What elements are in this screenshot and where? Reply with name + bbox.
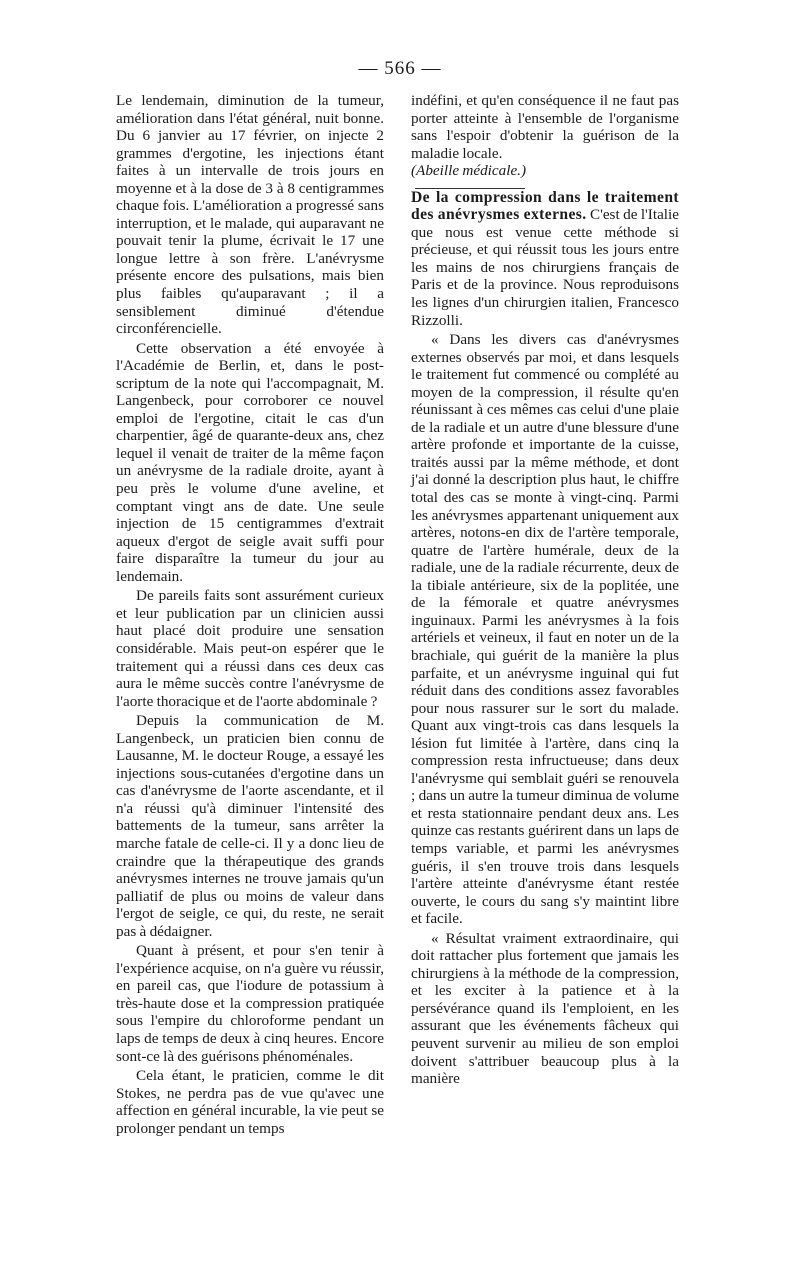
left-column	[116, 92, 384, 1137]
paragraph-continuation	[411, 92, 679, 180]
paragraph: Cela étant, le praticien, comme le dit Stokes, ne perdra pas de vue qu'avec une affection en général incurable, la vie peut se prolonger pendant un temps	[116, 1067, 384, 1137]
paragraph: De pareils faits sont assurément curieux et leur publication par un clinicien aussi haut placé doit produire une sensation considérable. Mais peut-on espérer que le traitement qui a réussi dans ces deux cas aura le même succès contre l'anévrysme de l'aorte thoracique et de l'aorte abdominale ?	[116, 587, 384, 710]
page-number: — 566 —	[358, 58, 442, 79]
paragraph: Cette observation a été envoyée à l'Académie de Berlin, et, dans le post-scriptum de la note qui l'accompagnait, M. Langenbeck, pour corroborer ce nouvel emploi de l'ergotine, citait le cas d'un charpentier, âgé de quarante-deux ans, chez lequel il venait de traiter de la même façon un anévrysme de la radiale droite, ayant à peu près le volume d'une aveline, et comptant vingt ans de date. Une seule injection de 15 centigrammes d'extrait aqueux d'ergot de seigle avait suffi pour faire disparaître la tumeur du jour au lendemain.	[116, 339, 384, 585]
section-title: De la compression dans le traitement des anévrysmes externes.	[411, 188, 679, 224]
paragraph: « Résultat vraiment extraordinaire, qui doit rattacher plus fortement que jamais les chirurgiens à la méthode de la compression, et les exciter à la patience et à la persévérance quand ils l'emploient, en les assurant que les événements fâcheux qui peuvent survenir au milieu de son emploi doivent s'attribuer beaucoup plus à la manière	[411, 929, 679, 1088]
right-column	[411, 92, 679, 1088]
paragraph: « Dans les divers cas d'anévrysmes externes observés par moi, et dans lesquels le traitement fut commencé ou complété au moyen de la compression, il résulte qu'en réunissant à ces mêmes cas celui d'une plaie de la radiale et un autre d'une blessure d'une artère profonde et importante de la cuisse, traités aussi par la même méthode, et dont j'ai donné la description plus haut, le chiffre total des cas se monte à vingt-cinq. Parmi les anévrysmes appartenant uniquement aux artères, notons-en dix de l'artère temporale, quatre de l'artère humérale, deux de la radiale, une de la radiale récurrente, deux de la tibiale antérieure, six de la poplitée, une de la fémorale et quatre anévrysmes inguinaux. Parmi les anévrysmes à la fois artériels et veineux, il faut en noter un de la brachiale, qui guérit de la manière la plus parfaite, et un anévrysme inguinal qui fut réduit dans des conditions assez favorables pour nous rassurer sur le sort du malade. Quant aux vingt-trois cas dans lesquels la lésion fut limitée à l'artère, dans cinq la compression resta infructueuse; dans deux l'anévrysme qui semblait guéri se renouvela ; dans un autre la tumeur diminua de volume et resta stationnaire pendant deux ans. Les quinze cas restants guérirent dans un laps de temps variable, et parmi les anévrysmes guéris, il s'en trouve trois dans lesquels l'artère atteinte d'anévrysme étant restée ouverte, le cours du sang s'y maintint libre et facile.	[411, 331, 679, 928]
section-intro: C'est de l'Italie que nous est venue cette méthode si précieuse, et qui réussit tous les jours entre les mains de nos chirurgiens français de Paris et de la province. Nous reproduisons les lignes d'un chirurgien italien, Francesco Rizzolli.	[411, 206, 679, 329]
continuation-text: indéfini, et qu'en conséquence il ne faut pas porter atteinte à l'ensemble de l'organisme sans l'espoir d'obtenir la guérison de la maladie locale.	[411, 92, 679, 162]
paragraph: Le lendemain, diminution de la tumeur, amélioration dans l'état général, nuit bonne. Du 6 janvier au 17 février, on injecte 2 grammes d'ergotine, les injections étant faites à un intervalle de trois jours en moyenne et à la dose de 3 à 8 centigrammes chaque fois. L'amélioration a progressé sans interruption, et le malade, qui auparavant ne pouvait tenir la plume, écrivait le 17 une longue lettre à son frère. L'anévrysme présente encore des pulsations, mais bien plus faibles qu'auparavant ; il a sensiblement diminué d'étendue circonférencielle.	[116, 92, 384, 338]
source-citation: (Abeille médicale.)	[411, 162, 527, 180]
section-heading-paragraph	[411, 189, 679, 329]
paragraph: Depuis la communication de M. Langenbeck, un praticien bien connu de Lausanne, M. le docteur Rouge, a essayé les injections sous-cutanées d'ergotine dans un cas d'anévrysme de l'aorte ascendante, et il n'a réussi qu'à diminuer l'intensité des battements de la tumeur, sans arrêter la marche fatale de celle-ci. Il y a donc lieu de craindre que la thérapeutique des grands anévrysmes internes ne trouve jamais qu'un palliatif de plus ou moins de valeur dans l'ergot de seigle, ce qui, du reste, ne serait pas à dédaigner.	[116, 712, 384, 940]
paragraph: Quant à présent, et pour s'en tenir à l'expérience acquise, on n'a guère vu réussir, en pareil cas, que l'iodure de potassium à très-haute dose et la compression pratiquée sous l'empire du chloroforme pendant un laps de temps de deux à cinq heures. Encore sont-ce là des guérisons phénoménales.	[116, 942, 384, 1065]
